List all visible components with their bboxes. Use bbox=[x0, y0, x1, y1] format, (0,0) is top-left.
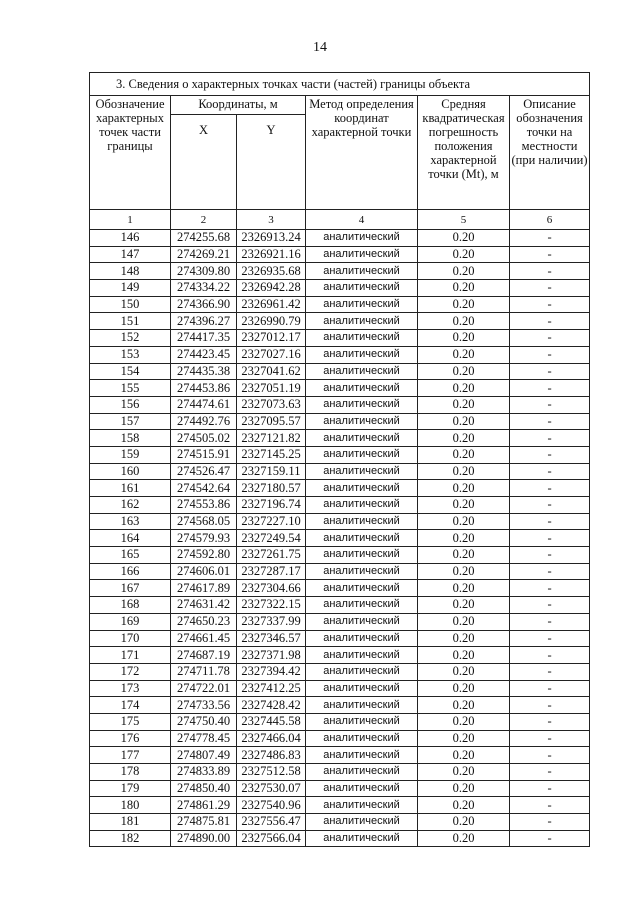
x-coordinate-cell: 274396.27 bbox=[171, 313, 237, 330]
description-cell: - bbox=[510, 446, 590, 463]
header-designation: Обозначение характерных точек части границы bbox=[90, 96, 171, 210]
description-cell: - bbox=[510, 513, 590, 530]
method-cell: аналитический bbox=[306, 680, 418, 697]
error-cell: 0.20 bbox=[418, 764, 510, 781]
y-coordinate-cell: 2327051.19 bbox=[237, 380, 306, 397]
y-coordinate-cell: 2327145.25 bbox=[237, 446, 306, 463]
y-coordinate-cell: 2327180.57 bbox=[237, 480, 306, 497]
method-cell: аналитический bbox=[306, 597, 418, 614]
point-id-cell: 154 bbox=[90, 363, 171, 380]
description-cell: - bbox=[510, 563, 590, 580]
description-cell: - bbox=[510, 330, 590, 347]
x-coordinate-cell: 274890.00 bbox=[171, 830, 237, 847]
y-coordinate-cell: 2326990.79 bbox=[237, 313, 306, 330]
error-cell: 0.20 bbox=[418, 497, 510, 514]
method-cell: аналитический bbox=[306, 446, 418, 463]
description-cell: - bbox=[510, 230, 590, 247]
error-cell: 0.20 bbox=[418, 446, 510, 463]
table-row bbox=[90, 430, 590, 447]
point-id-cell: 147 bbox=[90, 246, 171, 263]
y-coordinate-cell: 2326961.42 bbox=[237, 296, 306, 313]
point-id-cell: 174 bbox=[90, 697, 171, 714]
x-coordinate-cell: 274474.61 bbox=[171, 396, 237, 413]
method-cell: аналитический bbox=[306, 764, 418, 781]
y-coordinate-cell: 2326935.68 bbox=[237, 263, 306, 280]
description-cell: - bbox=[510, 580, 590, 597]
error-cell: 0.20 bbox=[418, 630, 510, 647]
x-coordinate-cell: 274334.22 bbox=[171, 280, 237, 297]
x-coordinate-cell: 274631.42 bbox=[171, 597, 237, 614]
point-id-cell: 164 bbox=[90, 530, 171, 547]
description-cell: - bbox=[510, 730, 590, 747]
table-row bbox=[90, 413, 590, 430]
table-row bbox=[90, 797, 590, 814]
x-coordinate-cell: 274255.68 bbox=[171, 230, 237, 247]
method-cell: аналитический bbox=[306, 814, 418, 831]
description-cell: - bbox=[510, 480, 590, 497]
point-id-cell: 170 bbox=[90, 630, 171, 647]
method-cell: аналитический bbox=[306, 563, 418, 580]
x-coordinate-cell: 274687.19 bbox=[171, 647, 237, 664]
error-cell: 0.20 bbox=[418, 663, 510, 680]
y-coordinate-cell: 2327512.58 bbox=[237, 764, 306, 781]
error-cell: 0.20 bbox=[418, 346, 510, 363]
description-cell: - bbox=[510, 380, 590, 397]
x-coordinate-cell: 274833.89 bbox=[171, 764, 237, 781]
column-number: 1 bbox=[90, 210, 171, 230]
y-coordinate-cell: 2327121.82 bbox=[237, 430, 306, 447]
point-id-cell: 173 bbox=[90, 680, 171, 697]
y-coordinate-cell: 2327540.96 bbox=[237, 797, 306, 814]
description-cell: - bbox=[510, 413, 590, 430]
point-id-cell: 162 bbox=[90, 497, 171, 514]
description-cell: - bbox=[510, 463, 590, 480]
y-coordinate-cell: 2327322.15 bbox=[237, 597, 306, 614]
point-id-cell: 149 bbox=[90, 280, 171, 297]
table-row bbox=[90, 613, 590, 630]
point-id-cell: 158 bbox=[90, 430, 171, 447]
y-coordinate-cell: 2327227.10 bbox=[237, 513, 306, 530]
point-id-cell: 163 bbox=[90, 513, 171, 530]
y-coordinate-cell: 2327196.74 bbox=[237, 497, 306, 514]
table-row bbox=[90, 396, 590, 413]
y-coordinate-cell: 2327027.16 bbox=[237, 346, 306, 363]
point-id-cell: 153 bbox=[90, 346, 171, 363]
y-coordinate-cell: 2327428.42 bbox=[237, 697, 306, 714]
method-cell: аналитический bbox=[306, 480, 418, 497]
table-row bbox=[90, 730, 590, 747]
y-coordinate-cell: 2327249.54 bbox=[237, 530, 306, 547]
error-cell: 0.20 bbox=[418, 613, 510, 630]
x-coordinate-cell: 274861.29 bbox=[171, 797, 237, 814]
x-coordinate-cell: 274722.01 bbox=[171, 680, 237, 697]
error-cell: 0.20 bbox=[418, 396, 510, 413]
y-coordinate-cell: 2327095.57 bbox=[237, 413, 306, 430]
description-cell: - bbox=[510, 597, 590, 614]
y-coordinate-cell: 2327466.04 bbox=[237, 730, 306, 747]
error-cell: 0.20 bbox=[418, 830, 510, 847]
x-coordinate-cell: 274850.40 bbox=[171, 780, 237, 797]
point-id-cell: 161 bbox=[90, 480, 171, 497]
x-coordinate-cell: 274579.93 bbox=[171, 530, 237, 547]
error-cell: 0.20 bbox=[418, 430, 510, 447]
method-cell: аналитический bbox=[306, 463, 418, 480]
error-cell: 0.20 bbox=[418, 730, 510, 747]
header-method: Метод определения координат характерной точки bbox=[306, 96, 418, 210]
point-id-cell: 166 bbox=[90, 563, 171, 580]
table-row bbox=[90, 296, 590, 313]
point-id-cell: 169 bbox=[90, 613, 171, 630]
y-coordinate-cell: 2327261.75 bbox=[237, 547, 306, 564]
x-coordinate-cell: 274661.45 bbox=[171, 630, 237, 647]
error-cell: 0.20 bbox=[418, 647, 510, 664]
error-cell: 0.20 bbox=[418, 313, 510, 330]
description-cell: - bbox=[510, 697, 590, 714]
error-cell: 0.20 bbox=[418, 530, 510, 547]
error-cell: 0.20 bbox=[418, 547, 510, 564]
table-row bbox=[90, 497, 590, 514]
method-cell: аналитический bbox=[306, 780, 418, 797]
method-cell: аналитический bbox=[306, 580, 418, 597]
table-row bbox=[90, 547, 590, 564]
error-cell: 0.20 bbox=[418, 680, 510, 697]
error-cell: 0.20 bbox=[418, 480, 510, 497]
error-cell: 0.20 bbox=[418, 697, 510, 714]
point-id-cell: 155 bbox=[90, 380, 171, 397]
x-coordinate-cell: 274366.90 bbox=[171, 296, 237, 313]
method-cell: аналитический bbox=[306, 380, 418, 397]
table-row bbox=[90, 346, 590, 363]
description-cell: - bbox=[510, 630, 590, 647]
x-coordinate-cell: 274606.01 bbox=[171, 563, 237, 580]
y-coordinate-cell: 2327041.62 bbox=[237, 363, 306, 380]
column-number: 4 bbox=[306, 210, 418, 230]
point-id-cell: 175 bbox=[90, 713, 171, 730]
point-id-cell: 146 bbox=[90, 230, 171, 247]
error-cell: 0.20 bbox=[418, 580, 510, 597]
characteristic-points-table bbox=[89, 72, 590, 847]
table-row bbox=[90, 330, 590, 347]
method-cell: аналитический bbox=[306, 296, 418, 313]
method-cell: аналитический bbox=[306, 280, 418, 297]
table-row bbox=[90, 246, 590, 263]
y-coordinate-cell: 2327530.07 bbox=[237, 780, 306, 797]
x-coordinate-cell: 274309.80 bbox=[171, 263, 237, 280]
point-id-cell: 171 bbox=[90, 647, 171, 664]
point-id-cell: 150 bbox=[90, 296, 171, 313]
method-cell: аналитический bbox=[306, 330, 418, 347]
method-cell: аналитический bbox=[306, 530, 418, 547]
description-cell: - bbox=[510, 830, 590, 847]
error-cell: 0.20 bbox=[418, 413, 510, 430]
y-coordinate-cell: 2327566.04 bbox=[237, 830, 306, 847]
column-number: 3 bbox=[237, 210, 306, 230]
error-cell: 0.20 bbox=[418, 463, 510, 480]
method-cell: аналитический bbox=[306, 430, 418, 447]
x-coordinate-cell: 274553.86 bbox=[171, 497, 237, 514]
x-coordinate-cell: 274592.80 bbox=[171, 547, 237, 564]
table-row bbox=[90, 563, 590, 580]
y-coordinate-cell: 2327394.42 bbox=[237, 663, 306, 680]
y-coordinate-cell: 2327556.47 bbox=[237, 814, 306, 831]
method-cell: аналитический bbox=[306, 547, 418, 564]
table-row bbox=[90, 814, 590, 831]
point-id-cell: 151 bbox=[90, 313, 171, 330]
method-cell: аналитический bbox=[306, 697, 418, 714]
y-coordinate-cell: 2327346.57 bbox=[237, 630, 306, 647]
y-coordinate-cell: 2327337.99 bbox=[237, 613, 306, 630]
method-cell: аналитический bbox=[306, 830, 418, 847]
point-id-cell: 159 bbox=[90, 446, 171, 463]
column-number: 5 bbox=[418, 210, 510, 230]
method-cell: аналитический bbox=[306, 663, 418, 680]
x-coordinate-cell: 274778.45 bbox=[171, 730, 237, 747]
description-cell: - bbox=[510, 246, 590, 263]
x-coordinate-cell: 274568.05 bbox=[171, 513, 237, 530]
table-row bbox=[90, 313, 590, 330]
method-cell: аналитический bbox=[306, 613, 418, 630]
point-id-cell: 180 bbox=[90, 797, 171, 814]
y-coordinate-cell: 2327486.83 bbox=[237, 747, 306, 764]
table-body bbox=[90, 230, 590, 847]
method-cell: аналитический bbox=[306, 730, 418, 747]
y-coordinate-cell: 2327159.11 bbox=[237, 463, 306, 480]
table-row bbox=[90, 663, 590, 680]
method-cell: аналитический bbox=[306, 396, 418, 413]
description-cell: - bbox=[510, 263, 590, 280]
method-cell: аналитический bbox=[306, 647, 418, 664]
error-cell: 0.20 bbox=[418, 780, 510, 797]
point-id-cell: 157 bbox=[90, 413, 171, 430]
x-coordinate-cell: 274492.76 bbox=[171, 413, 237, 430]
table-row bbox=[90, 230, 590, 247]
description-cell: - bbox=[510, 396, 590, 413]
method-cell: аналитический bbox=[306, 713, 418, 730]
error-cell: 0.20 bbox=[418, 713, 510, 730]
table-row bbox=[90, 280, 590, 297]
x-coordinate-cell: 274515.91 bbox=[171, 446, 237, 463]
x-coordinate-cell: 274269.21 bbox=[171, 246, 237, 263]
y-coordinate-cell: 2327287.17 bbox=[237, 563, 306, 580]
x-coordinate-cell: 274505.02 bbox=[171, 430, 237, 447]
y-coordinate-cell: 2327371.98 bbox=[237, 647, 306, 664]
y-coordinate-cell: 2327412.25 bbox=[237, 680, 306, 697]
x-coordinate-cell: 274617.89 bbox=[171, 580, 237, 597]
description-cell: - bbox=[510, 814, 590, 831]
x-coordinate-cell: 274453.86 bbox=[171, 380, 237, 397]
table-row bbox=[90, 380, 590, 397]
description-cell: - bbox=[510, 313, 590, 330]
description-cell: - bbox=[510, 280, 590, 297]
page-number: 14 bbox=[313, 40, 327, 55]
error-cell: 0.20 bbox=[418, 263, 510, 280]
method-cell: аналитический bbox=[306, 797, 418, 814]
description-cell: - bbox=[510, 430, 590, 447]
x-coordinate-cell: 274542.64 bbox=[171, 480, 237, 497]
table-row bbox=[90, 363, 590, 380]
description-cell: - bbox=[510, 764, 590, 781]
header-coordinates: Координаты, м bbox=[171, 96, 306, 115]
point-id-cell: 160 bbox=[90, 463, 171, 480]
method-cell: аналитический bbox=[306, 313, 418, 330]
table-row bbox=[90, 780, 590, 797]
method-cell: аналитический bbox=[306, 346, 418, 363]
table-row bbox=[90, 630, 590, 647]
table-row bbox=[90, 597, 590, 614]
table-row bbox=[90, 764, 590, 781]
x-coordinate-cell: 274711.78 bbox=[171, 663, 237, 680]
x-coordinate-cell: 274435.38 bbox=[171, 363, 237, 380]
description-cell: - bbox=[510, 530, 590, 547]
table-row bbox=[90, 580, 590, 597]
point-id-cell: 156 bbox=[90, 396, 171, 413]
description-cell: - bbox=[510, 613, 590, 630]
point-id-cell: 152 bbox=[90, 330, 171, 347]
method-cell: аналитический bbox=[306, 513, 418, 530]
method-cell: аналитический bbox=[306, 747, 418, 764]
error-cell: 0.20 bbox=[418, 513, 510, 530]
table-row bbox=[90, 480, 590, 497]
description-cell: - bbox=[510, 547, 590, 564]
method-cell: аналитический bbox=[306, 246, 418, 263]
error-cell: 0.20 bbox=[418, 296, 510, 313]
x-coordinate-cell: 274423.45 bbox=[171, 346, 237, 363]
column-number: 6 bbox=[510, 210, 590, 230]
method-cell: аналитический bbox=[306, 497, 418, 514]
error-cell: 0.20 bbox=[418, 363, 510, 380]
table-row bbox=[90, 747, 590, 764]
x-coordinate-cell: 274417.35 bbox=[171, 330, 237, 347]
error-cell: 0.20 bbox=[418, 280, 510, 297]
point-id-cell: 177 bbox=[90, 747, 171, 764]
method-cell: аналитический bbox=[306, 263, 418, 280]
y-coordinate-cell: 2327445.58 bbox=[237, 713, 306, 730]
x-coordinate-cell: 274807.49 bbox=[171, 747, 237, 764]
description-cell: - bbox=[510, 663, 590, 680]
table-row bbox=[90, 647, 590, 664]
error-cell: 0.20 bbox=[418, 797, 510, 814]
x-coordinate-cell: 274526.47 bbox=[171, 463, 237, 480]
table-row bbox=[90, 530, 590, 547]
point-id-cell: 182 bbox=[90, 830, 171, 847]
description-cell: - bbox=[510, 713, 590, 730]
column-number: 2 bbox=[171, 210, 237, 230]
section-title: 3. Сведения о характерных точках части (частей) границы объекта bbox=[90, 73, 590, 96]
y-coordinate-cell: 2326913.24 bbox=[237, 230, 306, 247]
point-id-cell: 178 bbox=[90, 764, 171, 781]
y-coordinate-cell: 2327073.63 bbox=[237, 396, 306, 413]
point-id-cell: 181 bbox=[90, 814, 171, 831]
y-coordinate-cell: 2326921.16 bbox=[237, 246, 306, 263]
description-cell: - bbox=[510, 797, 590, 814]
description-cell: - bbox=[510, 747, 590, 764]
header-error: Средняя квадратическая погрешность положения характерной точки (Mt), м bbox=[418, 96, 510, 210]
method-cell: аналитический bbox=[306, 630, 418, 647]
table-row bbox=[90, 697, 590, 714]
table-row bbox=[90, 680, 590, 697]
error-cell: 0.20 bbox=[418, 814, 510, 831]
x-coordinate-cell: 274650.23 bbox=[171, 613, 237, 630]
description-cell: - bbox=[510, 363, 590, 380]
description-cell: - bbox=[510, 296, 590, 313]
error-cell: 0.20 bbox=[418, 563, 510, 580]
y-coordinate-cell: 2327012.17 bbox=[237, 330, 306, 347]
header-y: Y bbox=[237, 115, 306, 210]
point-id-cell: 167 bbox=[90, 580, 171, 597]
x-coordinate-cell: 274750.40 bbox=[171, 713, 237, 730]
error-cell: 0.20 bbox=[418, 747, 510, 764]
point-id-cell: 165 bbox=[90, 547, 171, 564]
description-cell: - bbox=[510, 647, 590, 664]
x-coordinate-cell: 274733.56 bbox=[171, 697, 237, 714]
table-row bbox=[90, 463, 590, 480]
error-cell: 0.20 bbox=[418, 597, 510, 614]
y-coordinate-cell: 2326942.28 bbox=[237, 280, 306, 297]
point-id-cell: 168 bbox=[90, 597, 171, 614]
description-cell: - bbox=[510, 680, 590, 697]
error-cell: 0.20 bbox=[418, 230, 510, 247]
description-cell: - bbox=[510, 497, 590, 514]
method-cell: аналитический bbox=[306, 413, 418, 430]
point-id-cell: 179 bbox=[90, 780, 171, 797]
table-row bbox=[90, 513, 590, 530]
point-id-cell: 172 bbox=[90, 663, 171, 680]
table-row bbox=[90, 830, 590, 847]
point-id-cell: 176 bbox=[90, 730, 171, 747]
point-id-cell: 148 bbox=[90, 263, 171, 280]
x-coordinate-cell: 274875.81 bbox=[171, 814, 237, 831]
method-cell: аналитический bbox=[306, 363, 418, 380]
description-cell: - bbox=[510, 346, 590, 363]
error-cell: 0.20 bbox=[418, 380, 510, 397]
table-row bbox=[90, 713, 590, 730]
method-cell: аналитический bbox=[306, 230, 418, 247]
header-description: Описание обозначения точки на местности (при наличии) bbox=[510, 96, 590, 210]
table-row bbox=[90, 446, 590, 463]
error-cell: 0.20 bbox=[418, 330, 510, 347]
y-coordinate-cell: 2327304.66 bbox=[237, 580, 306, 597]
error-cell: 0.20 bbox=[418, 246, 510, 263]
description-cell: - bbox=[510, 780, 590, 797]
header-x: X bbox=[171, 115, 237, 210]
table-row bbox=[90, 263, 590, 280]
